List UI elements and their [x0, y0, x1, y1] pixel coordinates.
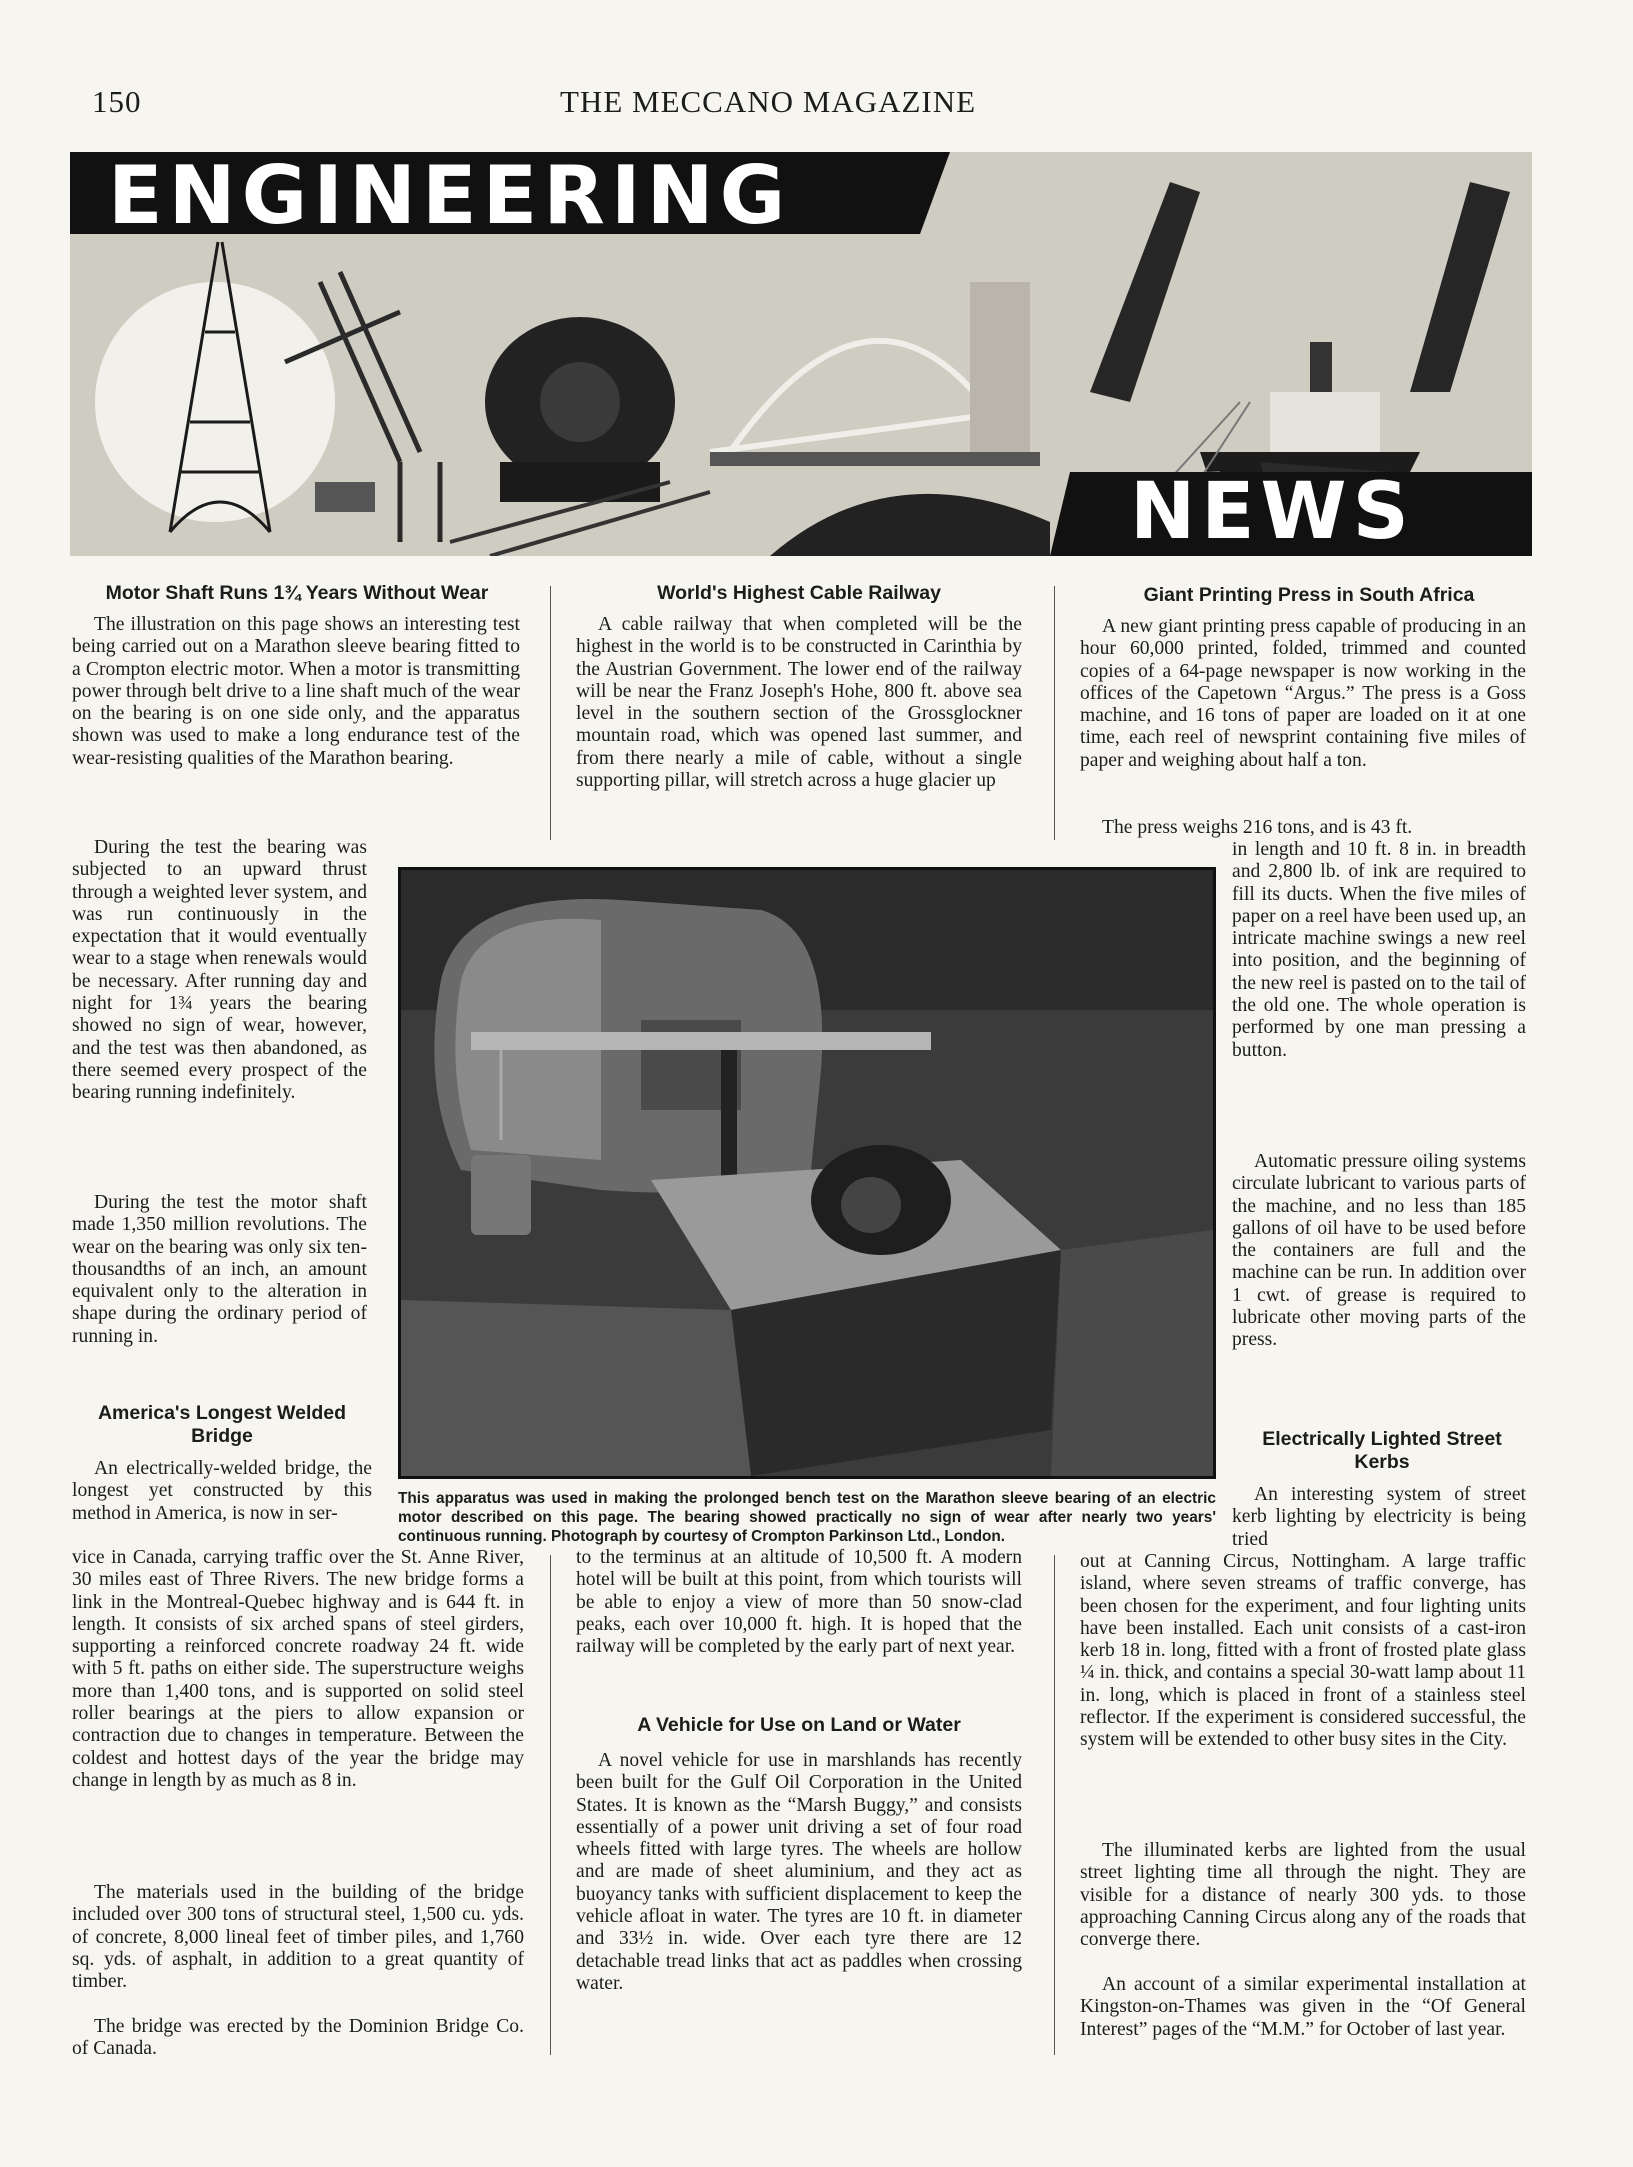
- banner-engineering-title: ENGINEERING: [108, 152, 792, 242]
- engineering-news-banner: [70, 152, 1532, 556]
- article-cable-railway-p2: to the terminus at an altitude of 10,500 ft. A modern hotel will be built at this point, from which tourists will be able to enjoy a view of more than 50 snow-clad peaks, each over 10,000 ft. high. It is hoped that the railway will be completed by the early part of next year.: [576, 1547, 1022, 1658]
- article-welded-bridge-p3: The materials used in the building of the bridge included over 300 tons of structural steel, 1,500 cu. yds. of concrete, 8,000 lineal feet of timber piles, and 1,760 sq. yds. of asphalt, in addition to a great quantity of timber.: [72, 1882, 524, 1993]
- article-street-kerbs-p4: An account of a similar experimental installation at Kingston-on-Thames was given in the “Of General Interest” pages of the “M.M.” for October of last year.: [1080, 1974, 1526, 2040]
- article-motor-shaft-p2: During the test the bearing was subjected to an upward thrust through a weighted lever system, and was run continuously in the expectation that it would eventually wear to a stage when renewals would be necessary. After running day and night for 1¾ years the bearing showed no sign of wear, however, and the test was then abandoned, as there seemed every prospect of the bearing running indefinitely.: [72, 837, 367, 1104]
- article-printing-press-p1: A new giant printing press capable of producing in an hour 60,000 printed, folded, trimmed and counted copies of a 64-page newspaper is now working in the offices of the Capetown “Argus.” The press is a Goss machine, and 16 tons of paper are loaded on it at one time, each reel of newsprint containing five miles of paper and weighing about half a ton.: [1080, 616, 1526, 771]
- article-cable-railway-p1: A cable railway that when completed will be the highest in the world is to be constructed in Carinthia by the Austrian Government. The lower end of the railway will be near the Franz Joseph's Hohe, 800 ft. above sea level in the southern section of the Grossglockner mountain road, which was opened last summer, and from there nearly a mile of cable, without a single supporting pillar, will stretch across a huge glacier up: [576, 614, 1022, 792]
- article-motor-shaft-p3: During the test the motor shaft made 1,350 million revolutions. The wear on the bearing was only six ten-thousandths of an inch, an amount equivalent only to the alteration in shape during the ordinary period of running in.: [72, 1192, 367, 1347]
- column-rule: [550, 1555, 551, 2055]
- magazine-title: THE MECCANO MAGAZINE: [560, 84, 977, 119]
- article-street-kerbs-p3: The illuminated kerbs are lighted from the usual street lighting time all through the night. They are visible for a distance of nearly 300 yds. to those approaching Canning Circus along any of the roads that converge there.: [1080, 1840, 1526, 1951]
- motor-apparatus-illustration: [401, 870, 1213, 1476]
- headline-printing-press: Giant Printing Press in South Africa: [1143, 584, 1475, 606]
- page-number: 150: [92, 84, 142, 119]
- column-rule: [1054, 1555, 1055, 2055]
- headline-cable-railway: World's Highest Cable Railway: [657, 582, 941, 604]
- article-welded-bridge-p2: vice in Canada, carrying traffic over the St. Anne River, 30 miles east of Three Rivers. The new bridge forms a link in the Montreal-Quebec highway and is 644 ft. in length. It consists of six arched spans of steel girders, supporting a reinforced concrete roadway 24 ft. wide with 5 ft. paths on either side. The superstructure weighs more than 1,400 tons, and is supported on solid steel roller bearings at the piers to allow expansion or contraction due to changes in temperature. Between the coldest and hottest days of the year the bridge may change in length by as much as 8 in.: [72, 1547, 524, 1791]
- article-street-kerbs-p2: out at Canning Circus, Nottingham. A large traffic island, where seven streams of traffic converge, has been chosen for the experiment, and four lighting units have been installed. Each unit consists of a cast-iron kerb 18 in. long, fitted with a front of frosted plate glass ¼ in. thick, and contains a special 30-watt lamp about 11 in. long, which is placed in front of a stainless steel reflector. If the experiment is considered successful, the system will be extended to other busy sites in the City.: [1080, 1551, 1527, 1751]
- headline-street-kerbs: Electrically Lighted Street Kerbs: [1262, 1428, 1502, 1473]
- article-printing-press-p2: The press weighs 216 tons, and is 43 ft.: [1102, 817, 1413, 838]
- article-street-kerbs-p1: An interesting system of street kerb lighting by electricity is being tried: [1232, 1484, 1526, 1550]
- article-marsh-buggy-p1: A novel vehicle for use in marshlands has recently been built for the Gulf Oil Corporation in the United States. It is known as the “Marsh Buggy,” and consists essentially of a power unit driving a set of four road wheels fitted with large tyres. The wheels are hollow and are made of sheet aluminium, and they act as buoyancy tanks with sufficient displacement to keep the vehicle afloat in water. The tyres are 10 ft. in diameter and 33½ in. wide. Over each tyre there are 12 detachable tread links that act as paddles when crossing water.: [576, 1750, 1022, 1994]
- column-rule: [1054, 586, 1055, 840]
- article-printing-press-p4: Automatic pressure oiling systems circulate lubricant to various parts of the machine, and no less than 185 gallons of oil have to be used before the containers are full and the machine can be run. In addition over 1 cwt. of grease is required to lubricate other moving parts of the press.: [1232, 1151, 1526, 1351]
- article-welded-bridge-p1: An electrically-welded bridge, the longest yet constructed by this method in America, is now in ser-: [72, 1458, 372, 1524]
- headline-marsh-buggy: A Vehicle for Use on Land or Water: [637, 1714, 961, 1736]
- headline-motor-shaft: Motor Shaft Runs 1¾ Years Without Wear: [105, 582, 489, 604]
- banner-news-title: NEWS: [1130, 467, 1415, 556]
- headline-welded-bridge: America's Longest Welded Bridge: [97, 1402, 347, 1447]
- column-rule: [550, 586, 551, 840]
- photo-caption: This apparatus was used in making the prolonged bench test on the Marathon sleeve bearing of an electric motor described on this page. The bearing showed practically no sign of wear after nearly two years' continuous running. Photograph by courtesy of Crompton Parkinson Ltd., London.: [398, 1490, 1216, 1545]
- motor-test-photograph: [398, 867, 1216, 1479]
- article-printing-press-p3: in length and 10 ft. 8 in. in breadth and 2,800 lb. of ink are required to fill its ducts. When the five miles of paper on a reel have been used up, an intricate machine swings a new reel into position, and the beginning of the new reel is pasted on to the tail of the old one. The whole operation is performed by one man pressing a button.: [1232, 839, 1526, 1061]
- article-motor-shaft-p1: The illustration on this page shows an interesting test being carried out on a Marathon sleeve bearing fitted to a Crompton electric motor. When a motor is transmitting power through belt drive to a line shaft much of the wear on the bearing is on one side only, and the apparatus shown was used to make a long endurance test of the wear-resisting qualities of the Marathon bearing.: [72, 614, 520, 769]
- article-welded-bridge-p4: The bridge was erected by the Dominion Bridge Co. of Canada.: [72, 2016, 524, 2060]
